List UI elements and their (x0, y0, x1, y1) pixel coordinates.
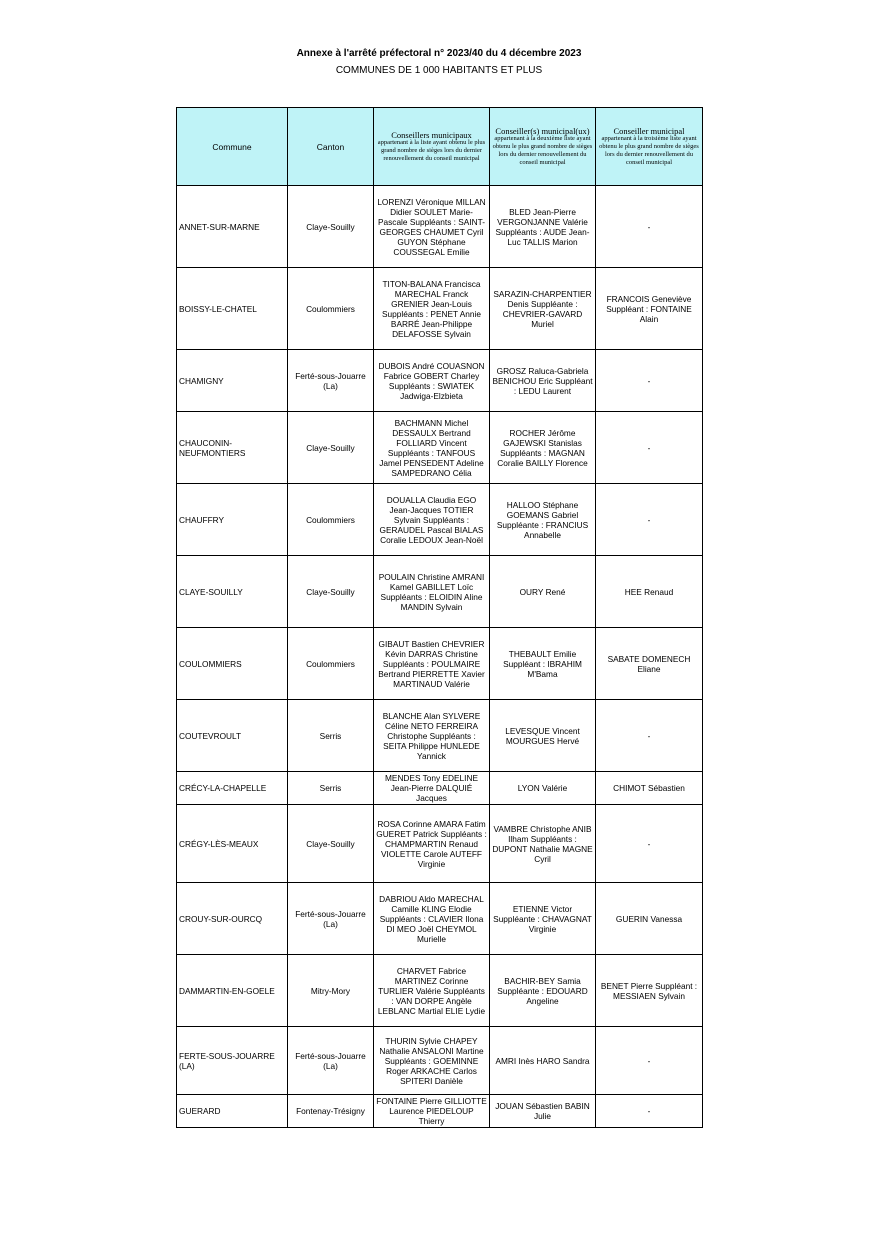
cell-list3: - (596, 186, 703, 268)
cell-canton: Fontenay-Trésigny (288, 1095, 374, 1128)
page-subtitle: COMMUNES DE 1 000 HABITANTS ET PLUS (335, 65, 543, 76)
page-title: Annexe à l'arrêté préfectoral n° 2023/40 du 4 décembre 2023 (296, 48, 582, 59)
cell-canton: Coulommiers (288, 628, 374, 700)
table-row (177, 772, 703, 805)
cell-list1: DUBOIS André COUASNON Fabrice GOBERT Charley Suppléants : SWIATEK Jadwiga-Elzbieta (374, 350, 490, 412)
table-row (177, 883, 703, 955)
cell-list2: LEVESQUE Vincent MOURGUES Hervé (490, 700, 596, 772)
cell-list3: GUERIN Vanessa (596, 883, 703, 955)
cell-list1: MENDES Tony EDELINE Jean-Pierre DALQUIÉ Jacques (374, 772, 490, 805)
cell-list2: BACHIR-BEY Samia Suppléante : EDOUARD Angeline (490, 955, 596, 1027)
table-row (177, 350, 703, 412)
cell-commune: GUERARD (177, 1095, 288, 1128)
cell-list2: ROCHER Jérôme GAJEWSKI Stanislas Suppléants : MAGNAN Coralie BAILLY Florence (490, 412, 596, 484)
cell-canton: Claye-Souilly (288, 186, 374, 268)
table-row (177, 1095, 703, 1128)
cell-canton: Ferté-sous-Jouarre (La) (288, 883, 374, 955)
cell-canton: Ferté-sous-Jouarre (La) (288, 350, 374, 412)
cell-canton: Claye-Souilly (288, 412, 374, 484)
cell-list3: CHIMOT Sébastien (596, 772, 703, 805)
cell-canton: Claye-Souilly (288, 556, 374, 628)
cell-commune: CRÉGY-LÈS-MEAUX (177, 805, 288, 883)
cell-list2: LYON Valérie (490, 772, 596, 805)
header-commune: Commune (177, 108, 288, 186)
cell-list3: - (596, 1095, 703, 1128)
table-row (177, 484, 703, 556)
cell-list2: JOUAN Sébastien BABIN Julie (490, 1095, 596, 1128)
cell-list3: - (596, 700, 703, 772)
cell-canton: Mitry-Mory (288, 955, 374, 1027)
table-row (177, 412, 703, 484)
cell-list2: VAMBRE Christophe ANIB Ilham Suppléants : DUPONT Nathalie MAGNE Cyril (490, 805, 596, 883)
cell-list2: ETIENNE Victor Suppléante : CHAVAGNAT Virginie (490, 883, 596, 955)
cell-list1: ROSA Corinne AMARA Fatim GUERET Patrick Suppléants : CHAMPMARTIN Renaud VIOLETTE Carole AUTEFF Virginie (374, 805, 490, 883)
cell-commune: CHAUCONIN-NEUFMONTIERS (177, 412, 288, 484)
cell-list1: GIBAUT Bastien CHEVRIER Kévin DARRAS Christine Suppléants : POULMAIRE Bertrand PIERRETTE Xavier MARTINAUD Valérie (374, 628, 490, 700)
table-row (177, 955, 703, 1027)
cell-list1: DOUALLA Claudia EGO Jean-Jacques TOTIER Sylvain Suppléants : GERAUDEL Pascal BIALAS Coralie LEDOUX Jean-Noël (374, 484, 490, 556)
cell-canton: Serris (288, 772, 374, 805)
cell-list2: BLED Jean-Pierre VERGONJANNE Valérie Suppléants : AUDE Jean-Luc TALLIS Marion (490, 186, 596, 268)
cell-list3: - (596, 412, 703, 484)
cell-list1: TITON-BALANA Francisca MARECHAL Franck GRENIER Jean-Louis Suppléants : PENET Annie BARRÉ Jean-Philippe DELAFOSSE Sylvain (374, 268, 490, 350)
cell-commune: COUTEVROULT (177, 700, 288, 772)
cell-list2: HALLOO Stéphane GOEMANS Gabriel Suppléante : FRANCIUS Annabelle (490, 484, 596, 556)
cell-list2: THEBAULT Emilie Suppléant : IBRAHIM M'Bama (490, 628, 596, 700)
cell-list1: THURIN Sylvie CHAPEY Nathalie ANSALONI Martine Suppléants : GOEMINNE Roger ARKACHE Carlos SPITERI Danièle (374, 1027, 490, 1095)
cell-list3: SABATE DOMENECH Eliane (596, 628, 703, 700)
cell-list3: - (596, 484, 703, 556)
cell-commune: ANNET-SUR-MARNE (177, 186, 288, 268)
council-table (176, 107, 703, 1128)
cell-canton: Claye-Souilly (288, 805, 374, 883)
header-canton: Canton (288, 108, 374, 186)
cell-commune: CRÉCY-LA-CHAPELLE (177, 772, 288, 805)
header-col2: Conseiller(s) municipal(ux) appartenant à la deuxième liste ayant obtenu le plus grand nombre de sièges lors du dernier renouvellement du conseil municipal (490, 108, 596, 186)
cell-commune: FERTE-SOUS-JOUARRE (LA) (177, 1027, 288, 1095)
cell-list3: - (596, 1027, 703, 1095)
table-row (177, 628, 703, 700)
cell-list3: FRANCOIS Geneviève Suppléant : FONTAINE Alain (596, 268, 703, 350)
cell-list3: HEE Renaud (596, 556, 703, 628)
cell-canton: Coulommiers (288, 268, 374, 350)
cell-commune: CROUY-SUR-OURCQ (177, 883, 288, 955)
cell-list2: OURY René (490, 556, 596, 628)
table-row (177, 556, 703, 628)
header-col1: Conseillers municipaux appartenant à la liste ayant obtenu le plus grand nombre de sièges lors du dernier renouvellement du conseil municipal (374, 108, 490, 186)
cell-commune: CHAUFFRY (177, 484, 288, 556)
cell-commune: DAMMARTIN-EN-GOELE (177, 955, 288, 1027)
cell-list3: - (596, 805, 703, 883)
cell-list2: SARAZIN-CHARPENTIER Denis Suppléante : CHEVRIER-GAVARD Muriel (490, 268, 596, 350)
cell-list1: BLANCHE Alan SYLVERE Céline NETO FERREIRA Christophe Suppléants : SEITA Philippe HUNLEDE Yannick (374, 700, 490, 772)
cell-list1: POULAIN Christine AMRANI Kamel GABILLET Loïc Suppléants : ELOIDIN Aline MANDIN Sylvain (374, 556, 490, 628)
table-row (177, 186, 703, 268)
header-col3: Conseiller municipal appartenant à la troisième liste ayant obtenu le plus grand nombre de sièges lors du dernier renouvellement du conseil municipal (596, 108, 703, 186)
cell-canton: Serris (288, 700, 374, 772)
cell-commune: CHAMIGNY (177, 350, 288, 412)
cell-list1: DABRIOU Aldo MARECHAL Camille KLING Elodie Suppléants : CLAVIER Ilona DI MEO Joël CHEYMOL Murielle (374, 883, 490, 955)
cell-canton: Coulommiers (288, 484, 374, 556)
table-row (177, 805, 703, 883)
cell-canton: Ferté-sous-Jouarre (La) (288, 1027, 374, 1095)
cell-list3: - (596, 350, 703, 412)
table-row (177, 1027, 703, 1095)
table-row (177, 700, 703, 772)
cell-list2: AMRI Inès HARO Sandra (490, 1027, 596, 1095)
cell-list1: BACHMANN Michel DESSAULX Bertrand FOLLIARD Vincent Suppléants : TANFOUS Jamel PENSEDENT Adeline SAMPEDRANO Célia (374, 412, 490, 484)
cell-list1: CHARVET Fabrice MARTINEZ Corinne TURLIER Valérie Suppléants : VAN DORPE Angèle LEBLANC Martial ELIE Lydie (374, 955, 490, 1027)
cell-commune: CLAYE-SOUILLY (177, 556, 288, 628)
table-row (177, 268, 703, 350)
cell-list3: BENET Pierre Suppléant : MESSIAEN Sylvain (596, 955, 703, 1027)
cell-list1: FONTAINE Pierre GILLIOTTE Laurence PIEDELOUP Thierry (374, 1095, 490, 1128)
cell-commune: COULOMMIERS (177, 628, 288, 700)
cell-commune: BOISSY-LE-CHATEL (177, 268, 288, 350)
cell-list1: LORENZI Véronique MILLAN Didier SOULET Marie-Pascale Suppléants : SAINT-GEORGES CHAUMET Cyril GUYON Stéphane COUSSEGAL Emilie (374, 186, 490, 268)
cell-list2: GROSZ Raluca-Gabriela BENICHOU Eric Suppléant : LEDU Laurent (490, 350, 596, 412)
